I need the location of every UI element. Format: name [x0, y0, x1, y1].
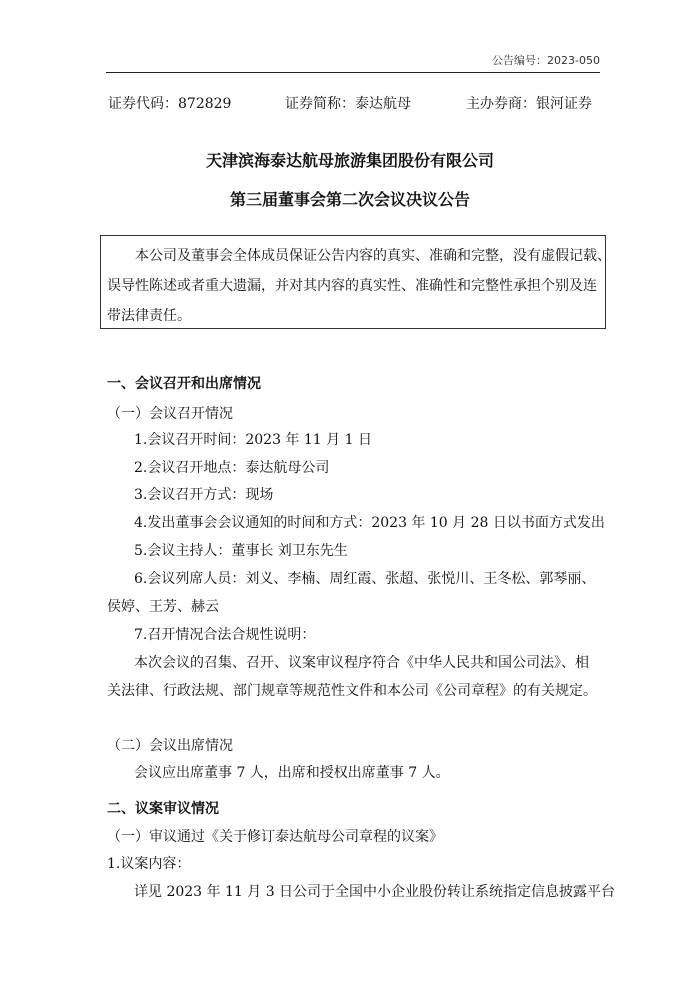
statement-line: 误导性陈述或者重大遗漏，并对其内容的真实性、准确性和完整性承担个别及连 — [107, 278, 597, 294]
meeting-item: 侯婷、王芳、赫云 — [107, 599, 219, 615]
header-divider — [106, 72, 600, 73]
section-heading: 一、会议召开和出席情况 — [107, 376, 261, 392]
subsection-heading: （一）审议通过《关于修订泰达航母公司章程的议案》 — [107, 829, 443, 845]
meeting-item: 4.发出董事会会议通知的时间和方式：2023 年 10 月 28 日以书面方式发出 — [134, 515, 605, 531]
content-text: 详见 2023 年 11 月 3 日公司于全国中小企业股份转让系统指定信息披露平台 — [134, 884, 616, 900]
statement-line: 带法律责任。 — [107, 308, 191, 324]
meeting-item: 2.会议召开地点：泰达航母公司 — [134, 460, 330, 476]
meeting-item: 7.召开情况合法合规性说明： — [134, 627, 316, 643]
section-heading: 二、议案审议情况 — [107, 801, 219, 817]
announcement-number: 公告编号：2023-050 — [492, 54, 600, 67]
subsection-heading: （二）会议出席情况 — [107, 738, 233, 754]
meeting-item: 5.会议主持人：董事长 刘卫东先生 — [134, 543, 348, 559]
meeting-item: 6.会议列席人员：刘义、李楠、周红霞、张超、张悦川、王冬松、郭琴丽、 — [134, 571, 596, 587]
subsection-heading: （一）会议召开情况 — [107, 406, 233, 422]
statement-line: 本公司及董事会全体成员保证公告内容的真实、准确和完整，没有虚假记载、 — [135, 248, 611, 264]
sponsor-broker: 主办券商：银河证券 — [466, 96, 592, 112]
securities-code: 证券代码：872829 — [108, 96, 232, 112]
securities-short-name: 证券简称：泰达航母 — [285, 96, 411, 112]
content-label: 1.议案内容： — [107, 856, 191, 872]
attendance-text: 会议应出席董事 7 人，出席和授权出席董事 7 人。 — [134, 765, 450, 781]
meeting-item: 关法律、行政法规、部门规章等规范性文件和本公司《公司章程》的有关规定。 — [107, 683, 597, 699]
company-name: 天津滨海泰达航母旅游集团股份有限公司 — [205, 151, 494, 170]
meeting-item: 1.会议召开时间：2023 年 11 月 1 日 — [134, 432, 372, 448]
meeting-item: 3.会议召开方式：现场 — [134, 487, 274, 503]
announcement-title: 第三届董事会第二次会议决议公告 — [229, 190, 470, 209]
meeting-item: 本次会议的召集、召开、议案审议程序符合《中华人民共和国公司法》、相 — [134, 655, 589, 671]
